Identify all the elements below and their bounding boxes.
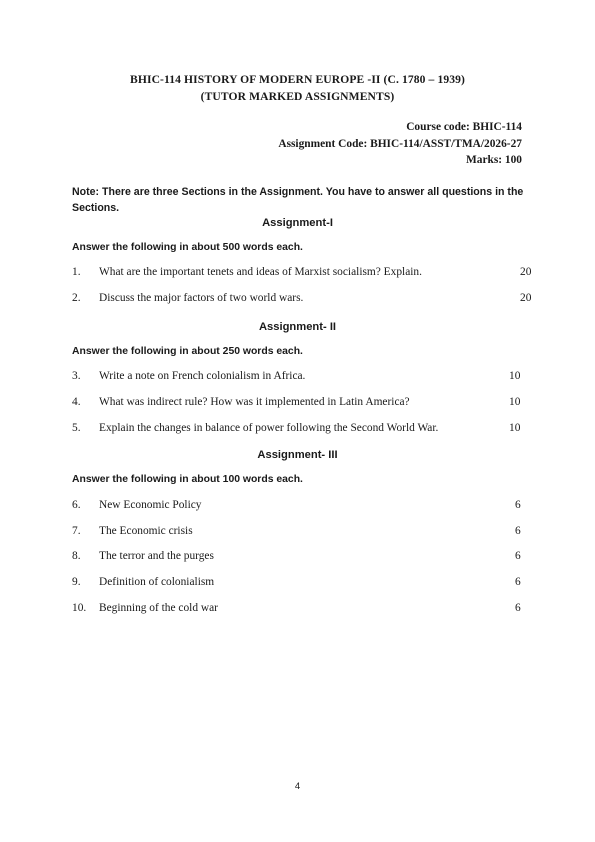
question-marks: 6: [515, 525, 521, 537]
assignment-note: Note: There are three Sections in the Assignment. You have to answer all questions in the Sections.: [72, 186, 524, 214]
question-row: [72, 396, 542, 412]
question-marks: 20: [520, 266, 532, 278]
question-number: 5.: [72, 422, 81, 434]
question-row: [72, 292, 542, 308]
question-row: [72, 525, 542, 541]
course-code: Course code: BHIC-114: [406, 121, 522, 133]
question-number: 6.: [72, 499, 81, 511]
question-number: 10.: [72, 602, 87, 614]
question-number: 9.: [72, 576, 81, 588]
assignment-code: Assignment Code: BHIC-114/ASST/TMA/2026-27: [278, 138, 522, 150]
question-text: What was indirect rule? How was it implemented in Latin America?: [99, 396, 410, 408]
question-row: [72, 550, 542, 566]
section-heading-1: Assignment-I: [262, 217, 333, 229]
question-text: The terror and the purges: [99, 550, 214, 562]
page-number: 4: [294, 781, 301, 792]
question-row: [72, 370, 542, 386]
document-title-line-1: BHIC-114 HISTORY OF MODERN EUROPE -II (C. 1780 – 1939): [130, 73, 465, 86]
question-number: 4.: [72, 396, 81, 408]
question-text: Beginning of the cold war: [99, 602, 218, 614]
question-marks: 10: [509, 422, 521, 434]
section-heading-3: Assignment- III: [257, 449, 338, 461]
question-marks: 6: [515, 576, 521, 588]
question-number: 1.: [72, 266, 81, 278]
question-text: New Economic Policy: [99, 499, 202, 511]
question-row: [72, 422, 542, 438]
section-instruction-2: Answer the following in about 250 words each.: [72, 346, 303, 357]
section-instruction-3: Answer the following in about 100 words each.: [72, 474, 303, 485]
question-text: What are the important tenets and ideas of Marxist socialism? Explain.: [99, 266, 422, 278]
question-text: The Economic crisis: [99, 525, 193, 537]
question-row: [72, 576, 542, 592]
question-marks: 6: [515, 550, 521, 562]
question-marks: 6: [515, 499, 521, 511]
question-number: 3.: [72, 370, 81, 382]
question-text: Definition of colonialism: [99, 576, 215, 588]
section-instruction-1: Answer the following in about 500 words each.: [72, 242, 303, 253]
question-number: 7.: [72, 525, 81, 537]
question-number: 2.: [72, 292, 81, 304]
question-marks: 20: [520, 292, 532, 304]
section-heading-2: Assignment- II: [258, 321, 337, 333]
question-text: Explain the changes in balance of power following the Second World War.: [99, 422, 439, 434]
question-marks: 10: [509, 396, 521, 408]
question-text: Discuss the major factors of two world wars.: [99, 292, 304, 304]
question-marks: 6: [515, 602, 521, 614]
total-marks: Marks: 100: [466, 154, 522, 166]
question-row: [72, 266, 542, 282]
question-number: 8.: [72, 550, 81, 562]
question-text: Write a note on French colonialism in Africa.: [99, 370, 306, 382]
question-row: [72, 499, 542, 515]
question-marks: 10: [509, 370, 521, 382]
document-title-line-2: (TUTOR MARKED ASSIGNMENTS): [200, 90, 395, 103]
question-row: [72, 602, 542, 618]
